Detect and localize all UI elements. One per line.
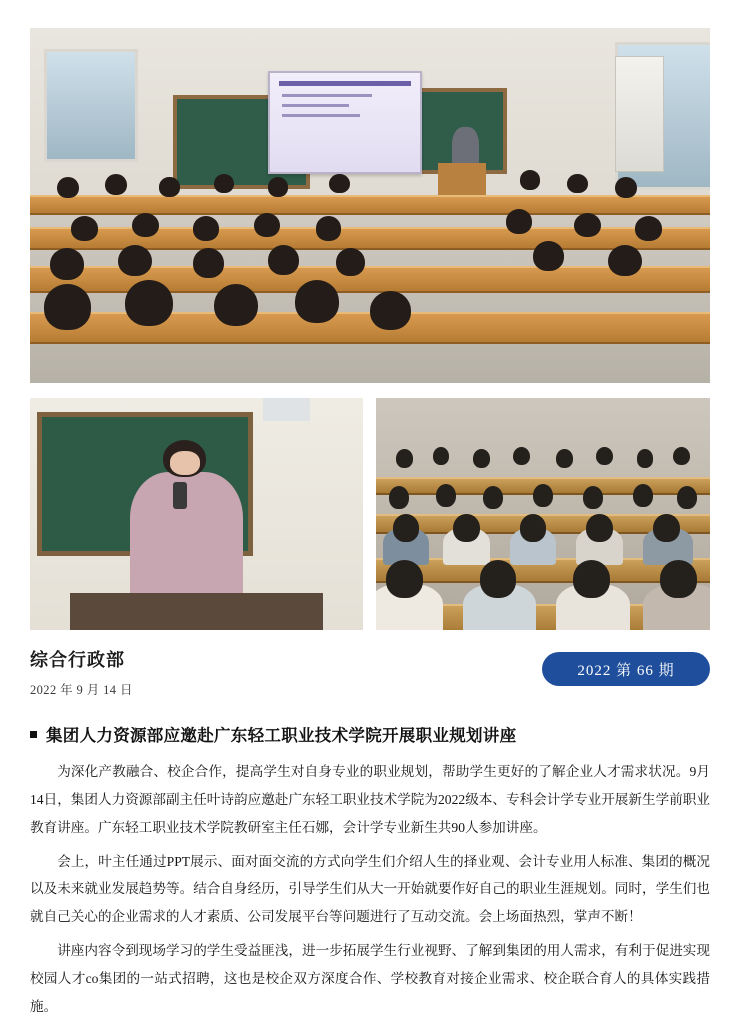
- student-head: [483, 486, 503, 509]
- student-head: [677, 486, 697, 509]
- student-head: [653, 514, 680, 542]
- student-head: [660, 560, 697, 597]
- desk-row-1: [30, 195, 710, 215]
- student-head: [586, 514, 613, 542]
- audience-head: [574, 213, 601, 238]
- paragraph: 讲座内容令到现场学习的学生受益匪浅，进一步拓展学生行业视野、了解到集团的用人需求，有利于促进实现校园人才со集团的一站式招聘，这也是校企双方深度合作、学校教育对接企业需求、校企联合育人的具体实践措施。: [30, 943, 710, 1014]
- student-head: [520, 514, 547, 542]
- issue-badge: 2022 第 66 期: [542, 652, 710, 686]
- student-head: [637, 449, 654, 468]
- student-head: [673, 447, 690, 466]
- student-head: [433, 447, 450, 466]
- audience-head: [159, 177, 179, 197]
- slide-title-bar: [279, 81, 411, 86]
- ceiling-lamp: [263, 398, 310, 421]
- student-head: [480, 560, 517, 597]
- student-head: [396, 449, 413, 468]
- podium: [438, 163, 486, 195]
- audience-head: [268, 177, 288, 197]
- audience-head: [567, 174, 587, 194]
- audience-head: [506, 209, 532, 234]
- student-head: [633, 484, 653, 507]
- audience-head: [57, 177, 79, 198]
- audience-head: [533, 241, 564, 271]
- audience-head: [193, 248, 224, 278]
- square-bullet-icon: [30, 731, 37, 738]
- student-head: [573, 560, 610, 597]
- student-head: [386, 560, 423, 597]
- speaker-face: [170, 451, 200, 474]
- audience-head: [214, 284, 258, 327]
- audience-head: [44, 284, 92, 330]
- student-head: [556, 449, 573, 468]
- student-head: [513, 447, 530, 466]
- audience-head: [295, 280, 339, 323]
- student-head: [393, 514, 420, 542]
- student-head: [473, 449, 490, 468]
- audience-head: [268, 245, 299, 275]
- photo-lecture-hall: [30, 28, 710, 383]
- audience-head: [370, 291, 411, 330]
- audience-head: [71, 216, 98, 241]
- article-body: [30, 758, 710, 1027]
- student-head: [596, 447, 613, 466]
- audience-head: [125, 280, 173, 326]
- paragraph: 为深化产教融合、校企合作，提高学生对自身专业的职业规划，帮助学生更好的了解企业人才需求状况。9月14日，集团人力资源部副主任叶诗韵应邀赴广东轻工职业技术学院为2022级本、专科会计学专业开展新生学前职业教育讲座。广东轻工职业技术学院教研室主任石娜，会计学专业新生共90人参加讲座。: [30, 764, 710, 835]
- slide-line-1: [282, 94, 372, 97]
- audience-head: [214, 174, 234, 194]
- department-name: 综合行政部: [30, 650, 125, 670]
- audience-head: [254, 213, 280, 238]
- slide-line-2: [282, 104, 349, 107]
- audience-head: [615, 177, 637, 198]
- publish-date: 2022 年 9 月 14 日: [30, 683, 133, 697]
- lecture-hall-illustration: [30, 28, 710, 383]
- audience-head: [118, 245, 152, 277]
- lectern: [70, 593, 323, 630]
- student-head: [453, 514, 480, 542]
- headline-row: [30, 722, 710, 746]
- audience-head: [329, 174, 349, 194]
- audience-head: [336, 248, 365, 276]
- document-meta: [30, 646, 430, 698]
- photo-audience: [376, 398, 710, 630]
- student-head: [583, 486, 603, 509]
- audience-head: [193, 216, 219, 241]
- audience-illustration: [376, 398, 710, 630]
- projection-screen: [268, 71, 422, 174]
- audience-head: [105, 174, 127, 195]
- window-left: [44, 49, 138, 162]
- article-headline: 集团人力资源部应邀赴广东轻工职业技术学院开展职业规划讲座: [46, 726, 517, 745]
- audience-head: [316, 216, 342, 241]
- paragraph: 会上，叶主任通过PPT展示、面对面交流的方式向学生们介绍人生的择业观、会计专业用人标准、集团的概况以及未来就业发展趋势等。结合自身经历，引导学生们从大一开始就要作好自己的职业生涯规划。同时，学生们也就自己关心的企业需求的人才素质、公司发展平台等问题进行了互动交流。会上场面热烈，掌声不断！: [30, 853, 710, 925]
- speaker-torso: [130, 472, 243, 607]
- microphone-icon: [173, 482, 186, 510]
- air-conditioner: [615, 56, 665, 172]
- student-head: [389, 486, 409, 509]
- audience-head: [635, 216, 662, 241]
- student-head: [436, 484, 456, 507]
- student-head: [533, 484, 553, 507]
- speaker-illustration: [30, 398, 363, 630]
- audience-head: [608, 245, 642, 277]
- slide-line-3: [282, 114, 360, 117]
- audience-head: [520, 170, 540, 190]
- audience-head: [132, 213, 159, 238]
- photo-speaker: [30, 398, 363, 630]
- audience-head: [50, 248, 84, 280]
